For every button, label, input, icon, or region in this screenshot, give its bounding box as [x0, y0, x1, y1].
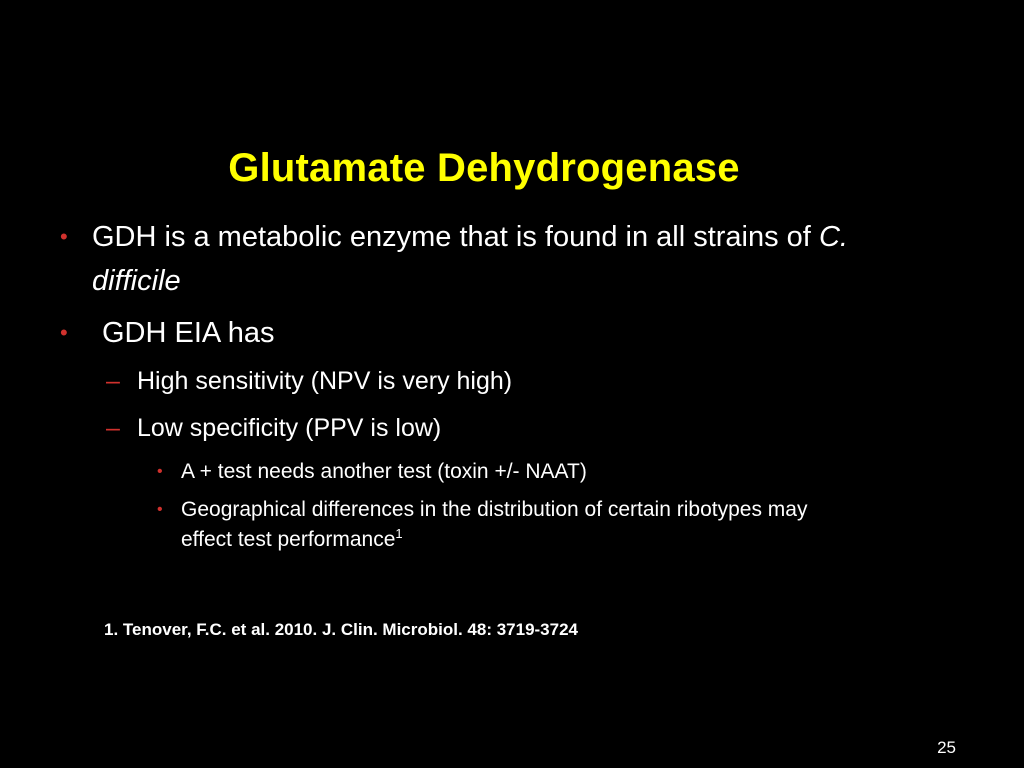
bullet-icon: • — [157, 463, 163, 480]
bullet-item-2 — [0, 311, 872, 355]
sub-item-1 — [0, 363, 1024, 399]
sub-sub-item-1 — [0, 457, 821, 487]
slide-content — [0, 215, 1024, 563]
page-number: 25 — [937, 738, 956, 757]
sub-item-text: High sensitivity (NPV is very high) — [137, 367, 513, 395]
sub-sub-item-text: Geographical differences in the distribution of certain ribotypes may effect test performance — [181, 498, 808, 551]
sub-sub-item-text: A + test needs another test (toxin +/- NAAT) — [181, 460, 587, 483]
dash-icon: – — [106, 414, 120, 442]
dash-icon: – — [106, 367, 120, 395]
bullet-text: GDH EIA has — [102, 317, 275, 349]
bullet-italic-text: C. difficile — [92, 221, 848, 297]
sub-sub-item-2 — [0, 495, 821, 555]
slide-title: Glutamate Dehydrogenase — [228, 146, 740, 190]
sub-item-2 — [0, 410, 1024, 446]
citation: 1. Tenover, F.C. et al. 2010. J. Clin. Microbiol. 48: 3719-3724 — [104, 620, 578, 639]
bullet-icon: • — [157, 501, 163, 518]
bullet-icon: • — [60, 320, 68, 345]
sub-item-text: Low specificity (PPV is low) — [137, 414, 442, 442]
bullet-item-1 — [0, 215, 872, 303]
bullet-text: GDH is a metabolic enzyme that is found in all strains of — [92, 221, 819, 253]
bullet-icon: • — [60, 224, 68, 249]
footnote-superscript: 1 — [395, 526, 403, 541]
